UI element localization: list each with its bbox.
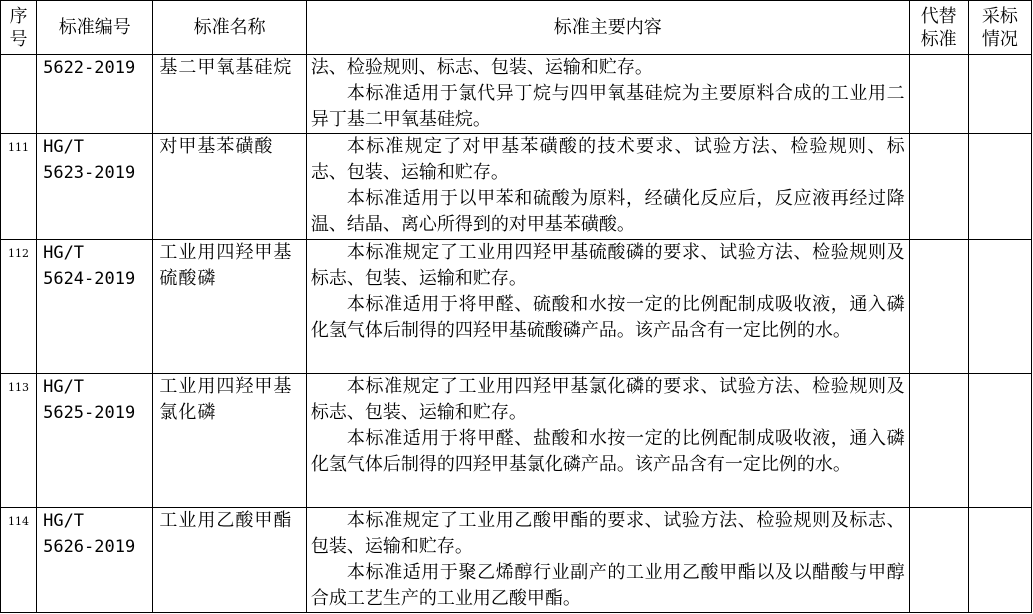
row-content-paragraph: 本标准规定了对甲基苯磺酸的技术要求、试验方法、检验规则、标志、包装、运输和贮存。 bbox=[310, 136, 905, 183]
row-content-paragraph: 本标准规定了工业用四羟甲基氯化磷的要求、试验方法、检验规则及标志、包装、运输和贮存。 bbox=[310, 376, 905, 423]
row-name: 工业用乙酸甲酯 bbox=[153, 508, 306, 613]
row-code bbox=[37, 240, 153, 374]
row-adopted bbox=[968, 240, 1031, 374]
row-code bbox=[37, 55, 153, 134]
row-code bbox=[37, 374, 153, 508]
row-index: 113 bbox=[1, 374, 37, 508]
table-row bbox=[1, 55, 1032, 134]
row-code bbox=[37, 134, 153, 240]
row-index bbox=[1, 55, 37, 134]
row-adopted bbox=[968, 55, 1031, 134]
row-adopted bbox=[968, 134, 1031, 240]
row-replaces bbox=[909, 508, 968, 613]
row-content bbox=[306, 55, 909, 134]
row-content bbox=[306, 240, 909, 374]
header-adopted: 采标情况 bbox=[968, 1, 1031, 55]
row-adopted bbox=[968, 508, 1031, 613]
row-index: 111 bbox=[1, 134, 37, 240]
row-code bbox=[37, 508, 153, 613]
row-name: 工业用四羟甲基硫酸磷 bbox=[153, 240, 306, 374]
row-content-paragraph: 本标准适用于氯代异丁烷与四甲氧基硅烷为主要原料合成的工业用二异丁基二甲氧基硅烷。 bbox=[310, 83, 905, 130]
header-row bbox=[1, 1, 1032, 55]
row-adopted bbox=[968, 374, 1031, 508]
row-replaces bbox=[909, 55, 968, 134]
row-content-paragraph: 本标准适用于将甲醛、盐酸和水按一定的比例配制成吸收液，通入磷化氢气体后制得的四羟甲基氯化磷产品。该产品含有一定比例的水。 bbox=[310, 428, 905, 475]
header-name: 标准名称 bbox=[153, 1, 306, 55]
header-index: 序号 bbox=[1, 1, 37, 55]
row-index: 114 bbox=[1, 508, 37, 613]
row-name: 工业用四羟甲基氯化磷 bbox=[153, 374, 306, 508]
table-row bbox=[1, 134, 1032, 240]
row-content bbox=[306, 374, 909, 508]
row-content bbox=[306, 508, 909, 613]
row-code-number: 5623-2019 bbox=[43, 163, 136, 183]
row-content-paragraph: 本标准适用于聚乙烯醇行业副产的工业用乙酸甲酯以及以醋酸与甲醇合成工艺生产的工业用乙酸甲酯。 bbox=[310, 562, 905, 609]
table-row bbox=[1, 240, 1032, 374]
row-replaces bbox=[909, 374, 968, 508]
row-content-paragraph: 本标准规定了工业用四羟甲基硫酸磷的要求、试验方法、检验规则及标志、包装、运输和贮存。 bbox=[310, 242, 905, 289]
row-content-paragraph: 法、检验规则、标志、包装、运输和贮存。 bbox=[310, 57, 653, 78]
row-code-number: 5624-2019 bbox=[43, 269, 136, 289]
row-code-number: 5625-2019 bbox=[43, 403, 136, 423]
row-name: 基二甲氧基硅烷 bbox=[153, 55, 306, 134]
header-code: 标准编号 bbox=[37, 1, 153, 55]
row-name: 对甲基苯磺酸 bbox=[153, 134, 306, 240]
row-replaces bbox=[909, 134, 968, 240]
header-replaces: 代替标准 bbox=[909, 1, 968, 55]
row-code-prefix: HG/T bbox=[43, 377, 85, 397]
row-code-prefix: HG/T bbox=[43, 137, 85, 157]
row-content-paragraph: 本标准适用于将甲醛、硫酸和水按一定的比例配制成吸收液，通入磷化氢气体后制得的四羟甲基硫酸磷产品。该产品含有一定比例的水。 bbox=[310, 294, 905, 341]
row-code-prefix: HG/T bbox=[43, 243, 85, 263]
row-content bbox=[306, 134, 909, 240]
row-index: 112 bbox=[1, 240, 37, 374]
row-content-paragraph: 本标准规定了工业用乙酸甲酯的要求、试验方法、检验规则及标志、包装、运输和贮存。 bbox=[310, 510, 905, 557]
row-code-number: 5622-2019 bbox=[43, 58, 136, 78]
table-row bbox=[1, 374, 1032, 508]
table-row bbox=[1, 508, 1032, 613]
header-content: 标准主要内容 bbox=[306, 1, 909, 55]
row-code-number: 5626-2019 bbox=[43, 537, 136, 557]
row-content-paragraph: 本标准适用于以甲苯和硫酸为原料，经磺化反应后，反应液再经过降温、结晶、离心所得到的对甲基苯磺酸。 bbox=[310, 188, 905, 235]
row-code-prefix: HG/T bbox=[43, 511, 85, 531]
row-replaces bbox=[909, 240, 968, 374]
